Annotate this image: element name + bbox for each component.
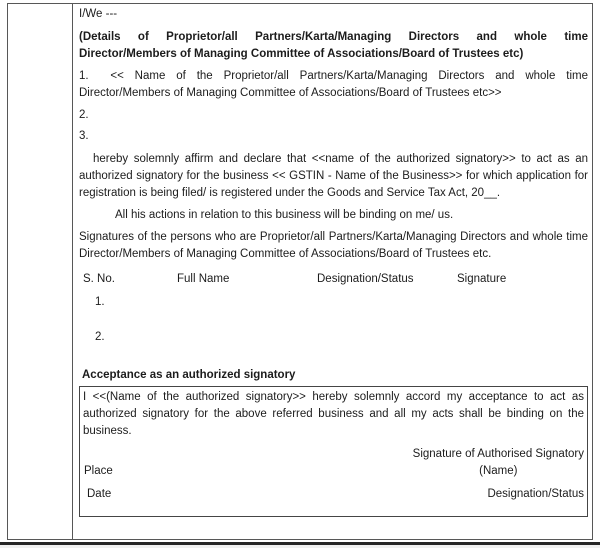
date-label: Date [87,488,112,500]
name-label: (Name) [479,465,518,477]
header-signature: Signature [457,273,507,285]
signature-of-authorised-signatory-label: Signature of Authorised Signatory [412,448,584,460]
details-heading: (Details of Proprietor/all Partners/Karta/Managing Directors and whole time Director/Members of Managing Committee of Associations/Board of Trustees etc) [79,31,588,60]
designation-status-label: Designation/Status [487,488,584,500]
place-label: Place [84,465,113,477]
acceptance-heading: Acceptance as an authorized signatory [82,369,296,381]
acceptance-sign-area [83,446,584,503]
header-designation-status: Designation/Status [317,273,414,285]
signature-table-header-row [79,271,588,288]
binding-note: All his actions in relation to this business will be binding on me/ us. [115,209,454,221]
acceptance-statement: I <<(Name of the authorized signatory>> hereby solemnly accord my acceptance to act as authorized signatory for the above referred business and all my acts shall be binding on the business. [83,391,584,437]
row-number-cell [8,4,73,539]
sign-area-spacer [83,446,413,463]
intro-line: I/We --- [79,8,118,20]
header-full-name: Full Name [177,273,230,285]
declaration-form-table [7,3,593,540]
list-item-1: 1. << Name of the Proprietor/all Partners/Karta/Managing Directors and whole time Director/Members of Managing Committee of Associations/Board of Trustees etc>> [79,70,588,99]
signature-table-row-2: 2. [95,331,105,343]
list-item-3: 3. [79,130,89,142]
acceptance-box [79,386,588,517]
list-item-2: 2. [79,109,89,121]
declaration-paragraph: hereby solemnly affirm and declare that <<name of the authorized signatory>> to act as an authorized signatory for the business << GSTIN - Name of the Business>> for which application for registration is being filed/ is registered under the Goods and Service Tax Act, 20__. [79,153,588,199]
signature-table-row-1: 1. [95,296,105,308]
header-sno: S. No. [83,273,115,285]
declaration-content-cell [73,4,592,539]
signatures-intro: Signatures of the persons who are Proprietor/all Partners/Karta/Managing Directors and whole time Director/Members of Managing Committee of Associations/Board of Trustees etc. [79,231,588,260]
